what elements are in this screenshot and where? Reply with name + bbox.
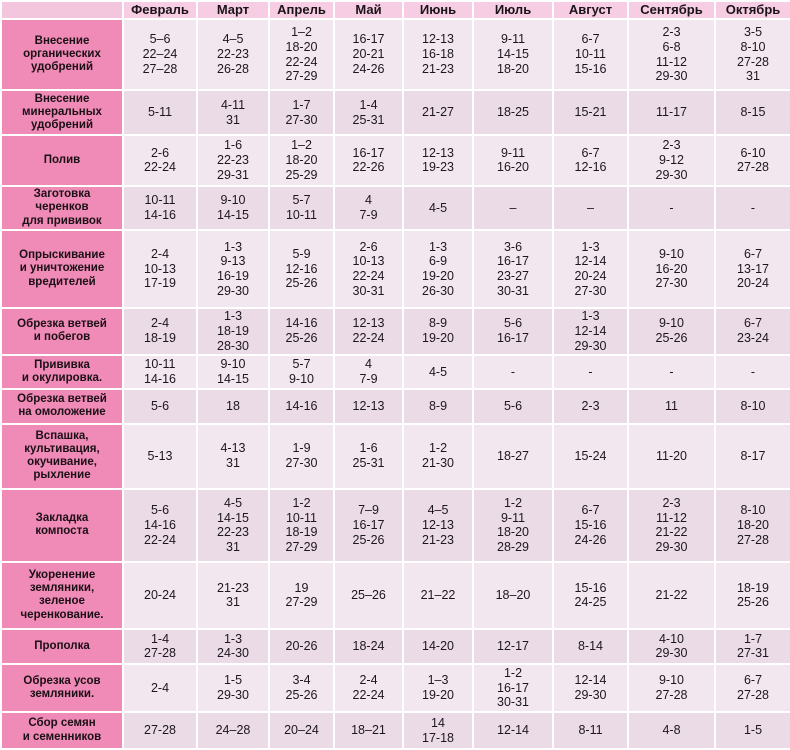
date-cell: 1-4 25-31 bbox=[334, 90, 403, 135]
date-cell: 6-7 10-11 15-16 bbox=[553, 19, 628, 90]
date-cell: 4-10 29-30 bbox=[628, 629, 715, 664]
date-cell: 1–2 18-20 25-29 bbox=[269, 135, 334, 186]
date-cell: 1-3 18-19 28-30 bbox=[197, 308, 269, 355]
date-cell: 1-3 12-14 29-30 bbox=[553, 308, 628, 355]
date-cell: 9-10 14-15 bbox=[197, 355, 269, 390]
date-cell: 7–9 16-17 25-26 bbox=[334, 489, 403, 562]
date-cell: 2-3 11-12 21-22 29-30 bbox=[628, 489, 715, 562]
month-header: Июнь bbox=[403, 1, 473, 19]
date-cell: 1-5 29-30 bbox=[197, 664, 269, 713]
date-cell: 8-17 bbox=[715, 424, 790, 489]
date-cell: 20-26 bbox=[269, 629, 334, 664]
date-cell: 4-5 bbox=[403, 186, 473, 231]
date-cell: 8-15 bbox=[715, 90, 790, 135]
date-cell: 4–5 22-23 26-28 bbox=[197, 19, 269, 90]
date-cell: 1-3 12-14 20-24 27-30 bbox=[553, 230, 628, 307]
date-cell: 2-6 22-24 bbox=[123, 135, 197, 186]
date-cell: 4–5 12-13 21-23 bbox=[403, 489, 473, 562]
date-cell: 18 bbox=[197, 389, 269, 424]
date-cell: 19 27-29 bbox=[269, 562, 334, 629]
operation-label: Вспашка, культивация, окучивание, рыхление bbox=[1, 424, 123, 489]
table-row bbox=[1, 90, 790, 135]
date-cell: 6-7 23-24 bbox=[715, 308, 790, 355]
date-cell: 16-17 22-26 bbox=[334, 135, 403, 186]
date-cell: - bbox=[628, 355, 715, 390]
operation-label: Укоренение земляники, зеленое черенкование. bbox=[1, 562, 123, 629]
date-cell: 8-9 bbox=[403, 389, 473, 424]
month-header: Июль bbox=[473, 1, 553, 19]
month-header: Февраль bbox=[123, 1, 197, 19]
date-cell: 18-19 25-26 bbox=[715, 562, 790, 629]
date-cell: 12-14 29-30 bbox=[553, 664, 628, 713]
date-cell: 5-13 bbox=[123, 424, 197, 489]
date-cell: 1-9 27-30 bbox=[269, 424, 334, 489]
date-cell: 1-6 22-23 29-31 bbox=[197, 135, 269, 186]
date-cell: 5-7 9-10 bbox=[269, 355, 334, 390]
month-header: Октябрь bbox=[715, 1, 790, 19]
date-cell: 14-20 bbox=[403, 629, 473, 664]
date-cell: 18-24 bbox=[334, 629, 403, 664]
table-row bbox=[1, 230, 790, 307]
table-row bbox=[1, 629, 790, 664]
date-cell: 8-10 18-20 27-28 bbox=[715, 489, 790, 562]
date-cell: 4-13 31 bbox=[197, 424, 269, 489]
table-row bbox=[1, 389, 790, 424]
date-cell: 1-2 10-11 18-19 27-29 bbox=[269, 489, 334, 562]
date-cell: 11-17 bbox=[628, 90, 715, 135]
date-cell: 14-16 bbox=[269, 389, 334, 424]
date-cell: 5–6 22–24 27–28 bbox=[123, 19, 197, 90]
date-cell: 8-11 bbox=[553, 712, 628, 749]
date-cell: 1-7 27-31 bbox=[715, 629, 790, 664]
date-cell: 11-20 bbox=[628, 424, 715, 489]
date-cell: 1-3 24-30 bbox=[197, 629, 269, 664]
date-cell: 4 7-9 bbox=[334, 186, 403, 231]
operation-label: Внесение органических удобрений bbox=[1, 19, 123, 90]
date-cell: 12-13 19-23 bbox=[403, 135, 473, 186]
table-row bbox=[1, 664, 790, 713]
date-cell: - bbox=[715, 355, 790, 390]
date-cell: 1-3 9-13 16-19 29-30 bbox=[197, 230, 269, 307]
date-cell: 12-17 bbox=[473, 629, 553, 664]
operation-label: Внесение минеральных удобрений bbox=[1, 90, 123, 135]
date-cell: 27-28 bbox=[123, 712, 197, 749]
date-cell: 18-27 bbox=[473, 424, 553, 489]
operation-label: Обрезка усов земляники. bbox=[1, 664, 123, 713]
date-cell: 2-6 10-13 22-24 30-31 bbox=[334, 230, 403, 307]
date-cell: 2-3 9-12 29-30 bbox=[628, 135, 715, 186]
operation-label: Полив bbox=[1, 135, 123, 186]
operation-label: Прививка и окулировка. bbox=[1, 355, 123, 390]
date-cell: 20–24 bbox=[269, 712, 334, 749]
date-cell: 5-6 16-17 bbox=[473, 308, 553, 355]
date-cell: 9-10 16-20 27-30 bbox=[628, 230, 715, 307]
table-row bbox=[1, 308, 790, 355]
date-cell: 1–3 19-20 bbox=[403, 664, 473, 713]
date-cell: 4-5 bbox=[403, 355, 473, 390]
month-header: Август bbox=[553, 1, 628, 19]
date-cell: 18–21 bbox=[334, 712, 403, 749]
date-cell: 25–26 bbox=[334, 562, 403, 629]
date-cell: 6-7 27-28 bbox=[715, 664, 790, 713]
date-cell: 4-8 bbox=[628, 712, 715, 749]
date-cell: 18-25 bbox=[473, 90, 553, 135]
date-cell: 12-14 bbox=[473, 712, 553, 749]
date-cell: 5-6 bbox=[123, 389, 197, 424]
table-body bbox=[1, 19, 790, 749]
date-cell: 5-11 bbox=[123, 90, 197, 135]
date-cell: 2-3 6-8 11-12 29-30 bbox=[628, 19, 715, 90]
date-cell: 3-5 8-10 27-28 31 bbox=[715, 19, 790, 90]
date-cell: 8-9 19-20 bbox=[403, 308, 473, 355]
date-cell: 16-17 20-21 24-26 bbox=[334, 19, 403, 90]
date-cell: 6-7 13-17 20-24 bbox=[715, 230, 790, 307]
date-cell: 5-6 14-16 22-24 bbox=[123, 489, 197, 562]
date-cell: 10-11 14-16 bbox=[123, 355, 197, 390]
date-cell: 4-5 14-15 22-23 31 bbox=[197, 489, 269, 562]
date-cell: 1-4 27-28 bbox=[123, 629, 197, 664]
date-cell: 5-7 10-11 bbox=[269, 186, 334, 231]
date-cell: 8-10 bbox=[715, 389, 790, 424]
operation-label: Опрыскивание и уничтожение вредителей bbox=[1, 230, 123, 307]
date-cell: 1-2 9-11 18-20 28-29 bbox=[473, 489, 553, 562]
date-cell: - bbox=[553, 355, 628, 390]
date-cell: 2-4 18-19 bbox=[123, 308, 197, 355]
operation-label: Закладка компоста bbox=[1, 489, 123, 562]
table-row bbox=[1, 562, 790, 629]
operation-label: Прополка bbox=[1, 629, 123, 664]
date-cell: - bbox=[715, 186, 790, 231]
date-cell: - bbox=[473, 355, 553, 390]
date-cell: 24–28 bbox=[197, 712, 269, 749]
table-row bbox=[1, 712, 790, 749]
date-cell: 21–22 bbox=[403, 562, 473, 629]
date-cell: 1-3 6-9 19-20 26-30 bbox=[403, 230, 473, 307]
date-cell: 11 bbox=[628, 389, 715, 424]
date-cell: 1-2 16-17 30-31 bbox=[473, 664, 553, 713]
date-cell: 15-24 bbox=[553, 424, 628, 489]
table-row bbox=[1, 489, 790, 562]
date-cell: 1-6 25-31 bbox=[334, 424, 403, 489]
table-row bbox=[1, 186, 790, 231]
date-cell: 4-11 31 bbox=[197, 90, 269, 135]
header-row bbox=[1, 1, 790, 19]
date-cell: 1–2 18-20 22-24 27-29 bbox=[269, 19, 334, 90]
date-cell: 9-10 14-15 bbox=[197, 186, 269, 231]
operation-label: Сбор семян и семенников bbox=[1, 712, 123, 749]
date-cell: 2-4 bbox=[123, 664, 197, 713]
date-cell: 14-16 25-26 bbox=[269, 308, 334, 355]
date-cell: 15-21 bbox=[553, 90, 628, 135]
date-cell: 10-11 14-16 bbox=[123, 186, 197, 231]
date-cell: 2-3 bbox=[553, 389, 628, 424]
date-cell: 2-4 10-13 17-19 bbox=[123, 230, 197, 307]
date-cell: 2-4 22-24 bbox=[334, 664, 403, 713]
date-cell: 1-7 27-30 bbox=[269, 90, 334, 135]
date-cell: 9-11 16-20 bbox=[473, 135, 553, 186]
date-cell: – bbox=[553, 186, 628, 231]
operation-label: Обрезка ветвей и побегов bbox=[1, 308, 123, 355]
date-cell: 6-10 27-28 bbox=[715, 135, 790, 186]
month-header: Май bbox=[334, 1, 403, 19]
month-header: Апрель bbox=[269, 1, 334, 19]
table-row bbox=[1, 424, 790, 489]
month-header: Сентябрь bbox=[628, 1, 715, 19]
date-cell: 9-10 27-28 bbox=[628, 664, 715, 713]
date-cell: 9-10 25-26 bbox=[628, 308, 715, 355]
date-cell: 12-13 22-24 bbox=[334, 308, 403, 355]
month-header: Март bbox=[197, 1, 269, 19]
date-cell: – bbox=[473, 186, 553, 231]
table-row bbox=[1, 135, 790, 186]
date-cell: 12-13 bbox=[334, 389, 403, 424]
date-cell: 1-5 bbox=[715, 712, 790, 749]
date-cell: 9-11 14-15 18-20 bbox=[473, 19, 553, 90]
operation-label: Заготовка черенков для прививок bbox=[1, 186, 123, 231]
date-cell: 12-13 16-18 21-23 bbox=[403, 19, 473, 90]
date-cell: 3-6 16-17 23-27 30-31 bbox=[473, 230, 553, 307]
date-cell: 8-14 bbox=[553, 629, 628, 664]
date-cell: 6-7 12-16 bbox=[553, 135, 628, 186]
date-cell: 5-6 bbox=[473, 389, 553, 424]
date-cell: 14 17-18 bbox=[403, 712, 473, 749]
corner-cell bbox=[1, 1, 123, 19]
operation-label: Обрезка ветвей на омоложение bbox=[1, 389, 123, 424]
date-cell: 6-7 15-16 24-26 bbox=[553, 489, 628, 562]
date-cell: 5-9 12-16 25-26 bbox=[269, 230, 334, 307]
table-row bbox=[1, 19, 790, 90]
date-cell: 20-24 bbox=[123, 562, 197, 629]
date-cell: 18–20 bbox=[473, 562, 553, 629]
date-cell: 15-16 24-25 bbox=[553, 562, 628, 629]
date-cell: 3-4 25-26 bbox=[269, 664, 334, 713]
date-cell: 4 7-9 bbox=[334, 355, 403, 390]
table-row bbox=[1, 355, 790, 390]
date-cell: 21-22 bbox=[628, 562, 715, 629]
date-cell: 21-23 31 bbox=[197, 562, 269, 629]
date-cell: - bbox=[628, 186, 715, 231]
date-cell: 1-2 21-30 bbox=[403, 424, 473, 489]
date-cell: 21-27 bbox=[403, 90, 473, 135]
